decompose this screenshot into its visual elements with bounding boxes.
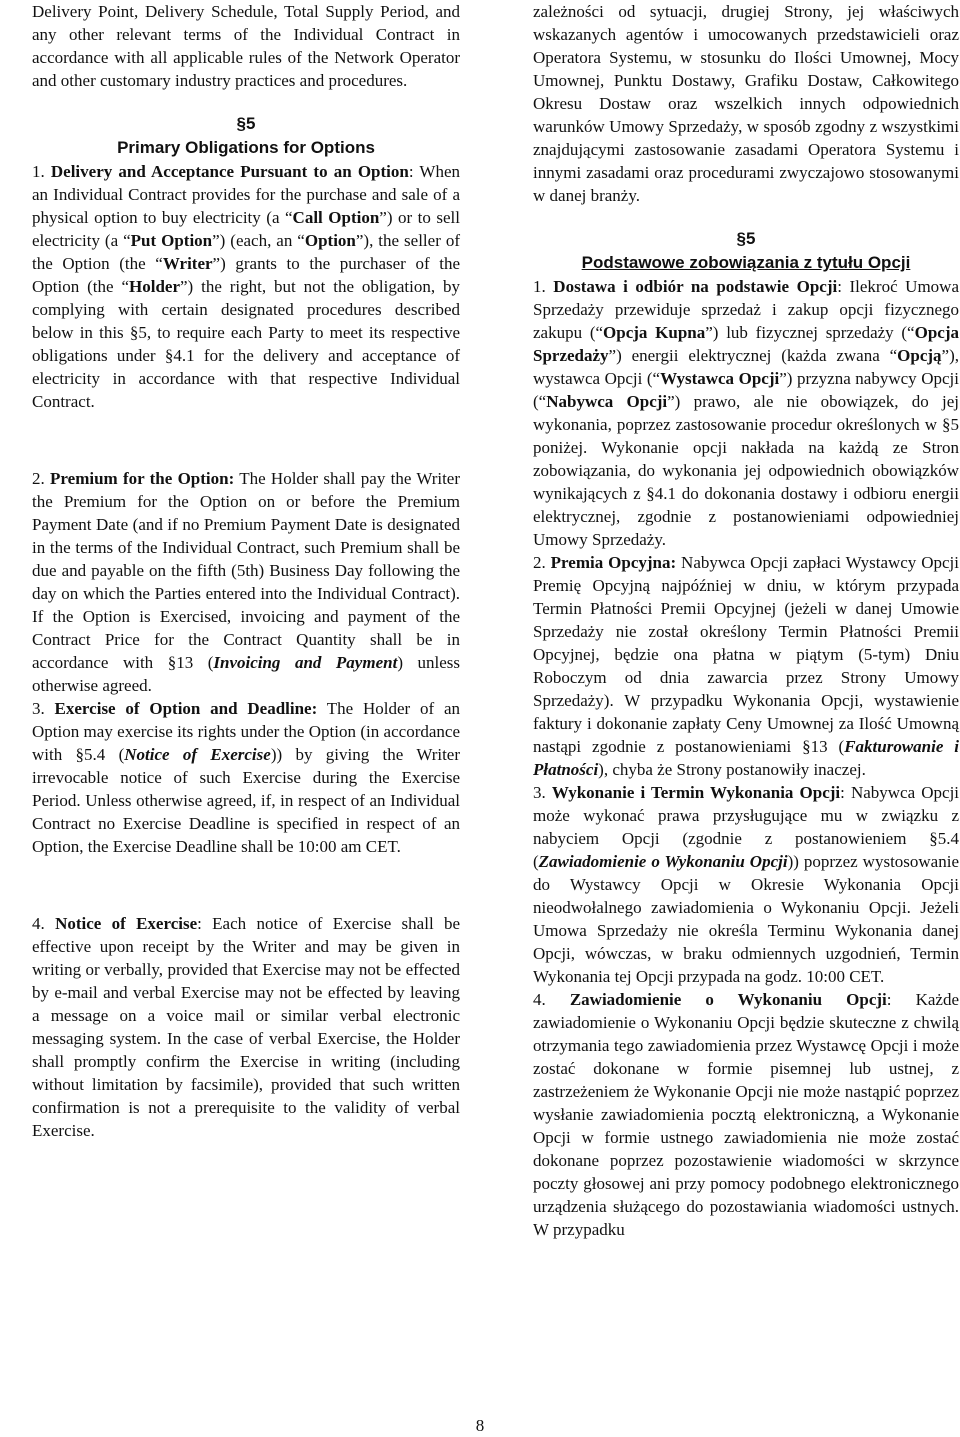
text-run: ”) przyzna nabywcy Opcji (“ bbox=[533, 369, 959, 411]
clause-body bbox=[32, 914, 460, 1140]
clause-body bbox=[533, 553, 959, 779]
text-run: ”) (each, an “ bbox=[212, 231, 305, 250]
clause-number: 2. bbox=[533, 553, 546, 572]
clause-text bbox=[32, 160, 460, 413]
text-run: ”) the right, but not the obligation, by complying with certain designated procedures described below in this §5, to require each Party to meet its respective obligations under §4.1 for the delivery and acceptance of electricity in accordance with that respective Individual Contract. bbox=[32, 277, 460, 411]
section-heading bbox=[533, 227, 959, 275]
text-run: Nabywca Opcji zapłaci Wystawcy Opcji Premię Opcyjną najpóźniej w dniu, w którym przypada Termin Płatności Premii Opcyjnej (jeżeli w danej Umowie Sprzedaży nie został określony Termin Płatności Premii Opcyjnej, będzie ona płatna w piątym (5-tym) Dniu Roboczym od dnia zawarcia przez Strony Umowy Sprzedaży). W przypadku Wykonania Opcji, wystawienie faktury i dokonanie zapłaty Ceny Umownej za Ilość Umowną nastąpi zgodnie z postanowieniami §13 ( bbox=[533, 553, 959, 756]
text-run: Opcją bbox=[897, 346, 942, 365]
clause-number: 1. bbox=[32, 162, 45, 181]
text-run: ), chyba że Strony postanowiły inaczej. bbox=[598, 760, 866, 779]
clause-text bbox=[32, 912, 460, 1142]
text-run: Notice of Exercise bbox=[55, 914, 198, 933]
clause-body bbox=[533, 990, 959, 1239]
text-run: : When an Individual Contract provides for the purchase and sale of a physical option to buy electricity (a “ bbox=[32, 162, 460, 227]
clause-text bbox=[533, 551, 959, 781]
text-run: Opcja Sprzedaży bbox=[533, 323, 959, 365]
text-run: Holder bbox=[129, 277, 180, 296]
text-run: Delivery and Acceptance Pursuant to an Option bbox=[50, 162, 409, 181]
clause-3 bbox=[533, 781, 959, 988]
text-run: : Nabywca Opcji może wykonać prawa przysługujące mu w związku z nabyciem Opcji (zgodnie z postanowieniem §5.4 ( bbox=[533, 783, 960, 871]
text-run: ) unless otherwise agreed. bbox=[32, 653, 460, 695]
text-run: Exercise of Option and Deadline: bbox=[54, 699, 318, 718]
clause-number: 4. bbox=[32, 914, 45, 933]
text-run: The Holder shall pay the Writer the Premium for the Option on or before the Premium Payment Date (and if no Premium Payment Date is designated in the terms of the Individual Contract, such Premium shall be due and payable on the fifth (5th) Business Day following the day on which the Parties entered into the Individual Contract). If the Option is Exercised, invoicing and payment of the Contract Price for the Contract Quantity shall be in accordance with §13 ( bbox=[32, 469, 461, 672]
text-run: : Ilekroć Umowa Sprzedaży przewiduje sprzedaż i zakup opcji fizycznego zakupu (“ bbox=[533, 277, 960, 342]
text-run: ”) lub fizycznej sprzedaży (“ bbox=[705, 323, 915, 342]
text-run: Premium for the Option: bbox=[50, 469, 235, 488]
text-run: Wystawca Opcji bbox=[660, 369, 780, 388]
text-run: Option bbox=[304, 231, 356, 250]
text-run: : Each notice of Exercise shall be effective upon receipt by the Writer and may be given in writing or verbally, provided that Exercise may not be effected by e-mail and verbal Exercise may not be effected by leaving a message on a voice mail or similar verbal electronic messaging system. In the case of verbal Exercise, the Holder shall promptly confirm the Exercise in writing (including without limitation by facsimile), provided that such written confirmation is not a prerequisite to the validity of verbal Exercise. bbox=[32, 914, 461, 1140]
text-run: Premia Opcyjna: bbox=[550, 553, 677, 572]
text-run: Zawiadomienie o Wykonaniu Opcji bbox=[538, 852, 788, 871]
text-run: ”), wystawca Opcji (“ bbox=[533, 346, 959, 388]
clause-text bbox=[32, 697, 460, 858]
clause-body bbox=[533, 277, 959, 549]
text-run: )) poprzez wystosowanie do Wystawcy Opcji w Okresie Wykonania Opcji nieodwołalnego zawiadomienia o Wykonaniu Opcji. Jeżeli Umowa Sprzedaży nie określa Terminu Wykonania danej Opcji, wówczas, w braku odmiennych uzgodnień, Termin Wykonania tej Opcji przypada na godz. 10:00 CET. bbox=[533, 852, 959, 986]
section-title: Primary Obligations for Options bbox=[117, 138, 375, 157]
clause-4 bbox=[32, 912, 460, 1142]
clause-body bbox=[32, 699, 460, 856]
text-run: Opcja Kupna bbox=[603, 323, 706, 342]
clause-body bbox=[533, 783, 959, 986]
clause-number: 3. bbox=[533, 783, 546, 802]
text-run: Fakturowanie i Płatności bbox=[533, 737, 959, 779]
text-run: )) by giving the Writer irrevocable notice of such Exercise during the Exercise Period. Unless otherwise agreed, if, in respect of an Individual Contract no Exercise Deadline is specified in respect of an Option, the Exercise Deadline shall be 10:00 am CET. bbox=[32, 745, 461, 856]
text-run: Invoicing and Payment bbox=[213, 653, 398, 672]
text-run: ”) energii elektrycznej (każda zwana “ bbox=[608, 346, 898, 365]
text-run: : Każde zawiadomienie o Wykonaniu Opcji będzie skuteczne z chwilą otrzymania tego zawiadomienia przez Wystawcę Opcji i może zostać dokonane w formie pisemnej lub ustnej, z zastrzeżeniem że Wykonanie Opcji nie może nastąpić poprzez wysłanie zawiadomienia pocztą elektroniczną, a Wykonanie Opcji w formie ustnego zawiadomienia nie może zostać dokonane poprzez pozostawienie wiadomości w skrzynce poczty głosowej ani przy pomocy podobnego elektronicznego urządzenia służącego do pozostawiania wiadomości ustnych. W przypadku bbox=[533, 990, 959, 1239]
clause-3 bbox=[32, 697, 460, 858]
column-english bbox=[32, 0, 460, 1142]
section-number: §5 bbox=[736, 229, 756, 248]
clause-1 bbox=[533, 275, 959, 551]
text-run: The Holder of an Option may exercise its rights under the Option (in accordance with §5.4 ( bbox=[32, 699, 460, 764]
text-run: Nabywca Opcji bbox=[546, 392, 668, 411]
clause-number: 2. bbox=[32, 469, 45, 488]
clause-text bbox=[533, 275, 959, 551]
section-number: §5 bbox=[236, 114, 256, 133]
text-run: ”) prawo, ale nie obowiązek, do jej wykonania, poprzez zastosowanie procedur określonych w §5 poniżej. Wykonanie opcji nakłada na każdą ze Stron zobowiązania, do wykonania jej odpowiednich obowiązków wynikających z §4.1 do dokonania dostawy i odbioru energii elektrycznej, zgodnie z postanowieniami odpowiedniej Umowy Sprzedaży. bbox=[533, 392, 959, 549]
clause-text bbox=[533, 988, 959, 1241]
text-run: Notice of Exercise bbox=[124, 745, 271, 764]
section-title: Podstawowe zobowiązania z tytułu Opcji bbox=[581, 253, 911, 272]
clause-body bbox=[32, 162, 460, 411]
clause-2 bbox=[533, 551, 959, 781]
intro-paragraph: zależności od sytuacji, drugiej Strony, jej właściwych wskazanych agentów i umocowanych przedstawicieli oraz Operatora Systemu, w stosunku do Ilości Umownej, Mocy Umownej, Punktu Dostawy, Grafiku Dostaw, Całkowitego Okresu Dostaw oraz wszelkich innych odpowiednich warunków Umowy Sprzedaży, w sposób zgodny z wszystkimi znajdującymi zastosowanie zasadami Operatora Systemu i innymi zasadami oraz procedurami zwyczajowo stosowanymi w danej branży. bbox=[533, 2, 959, 205]
text-run: Dostawa i odbiór na podstawie Opcji bbox=[553, 277, 838, 296]
text-run: Zawiadomienie o Wykonaniu Opcji bbox=[569, 990, 887, 1009]
page-number: 8 bbox=[475, 1416, 485, 1435]
clause-text bbox=[533, 781, 959, 988]
clause-number: 4. bbox=[533, 990, 546, 1009]
clause-body bbox=[32, 469, 460, 695]
clause-number: 1. bbox=[533, 277, 546, 296]
text-run: ”) or to sell electricity (a “ bbox=[32, 208, 460, 250]
clause-2 bbox=[32, 467, 460, 697]
text-run: Put Option bbox=[130, 231, 213, 250]
intro-paragraph: Delivery Point, Delivery Schedule, Total Supply Period, and any other relevant terms of the Individual Contract in accordance with all applicable rules of the Network Operator and other customary industry practices and procedures. bbox=[32, 2, 460, 90]
text-run: Call Option bbox=[292, 208, 380, 227]
clause-1 bbox=[32, 160, 460, 413]
text-run: Writer bbox=[162, 254, 213, 273]
section-heading bbox=[32, 112, 460, 160]
text-run: ”) grants to the purchaser of the Option (the “ bbox=[32, 254, 461, 296]
text-run: Wykonanie i Termin Wykonania Opcji bbox=[551, 783, 841, 802]
clause-text bbox=[32, 467, 460, 697]
column-polish bbox=[533, 0, 959, 1241]
clause-4 bbox=[533, 988, 959, 1241]
clause-number: 3. bbox=[32, 699, 45, 718]
text-run: ”), the seller of the Option (the “ bbox=[32, 231, 460, 273]
